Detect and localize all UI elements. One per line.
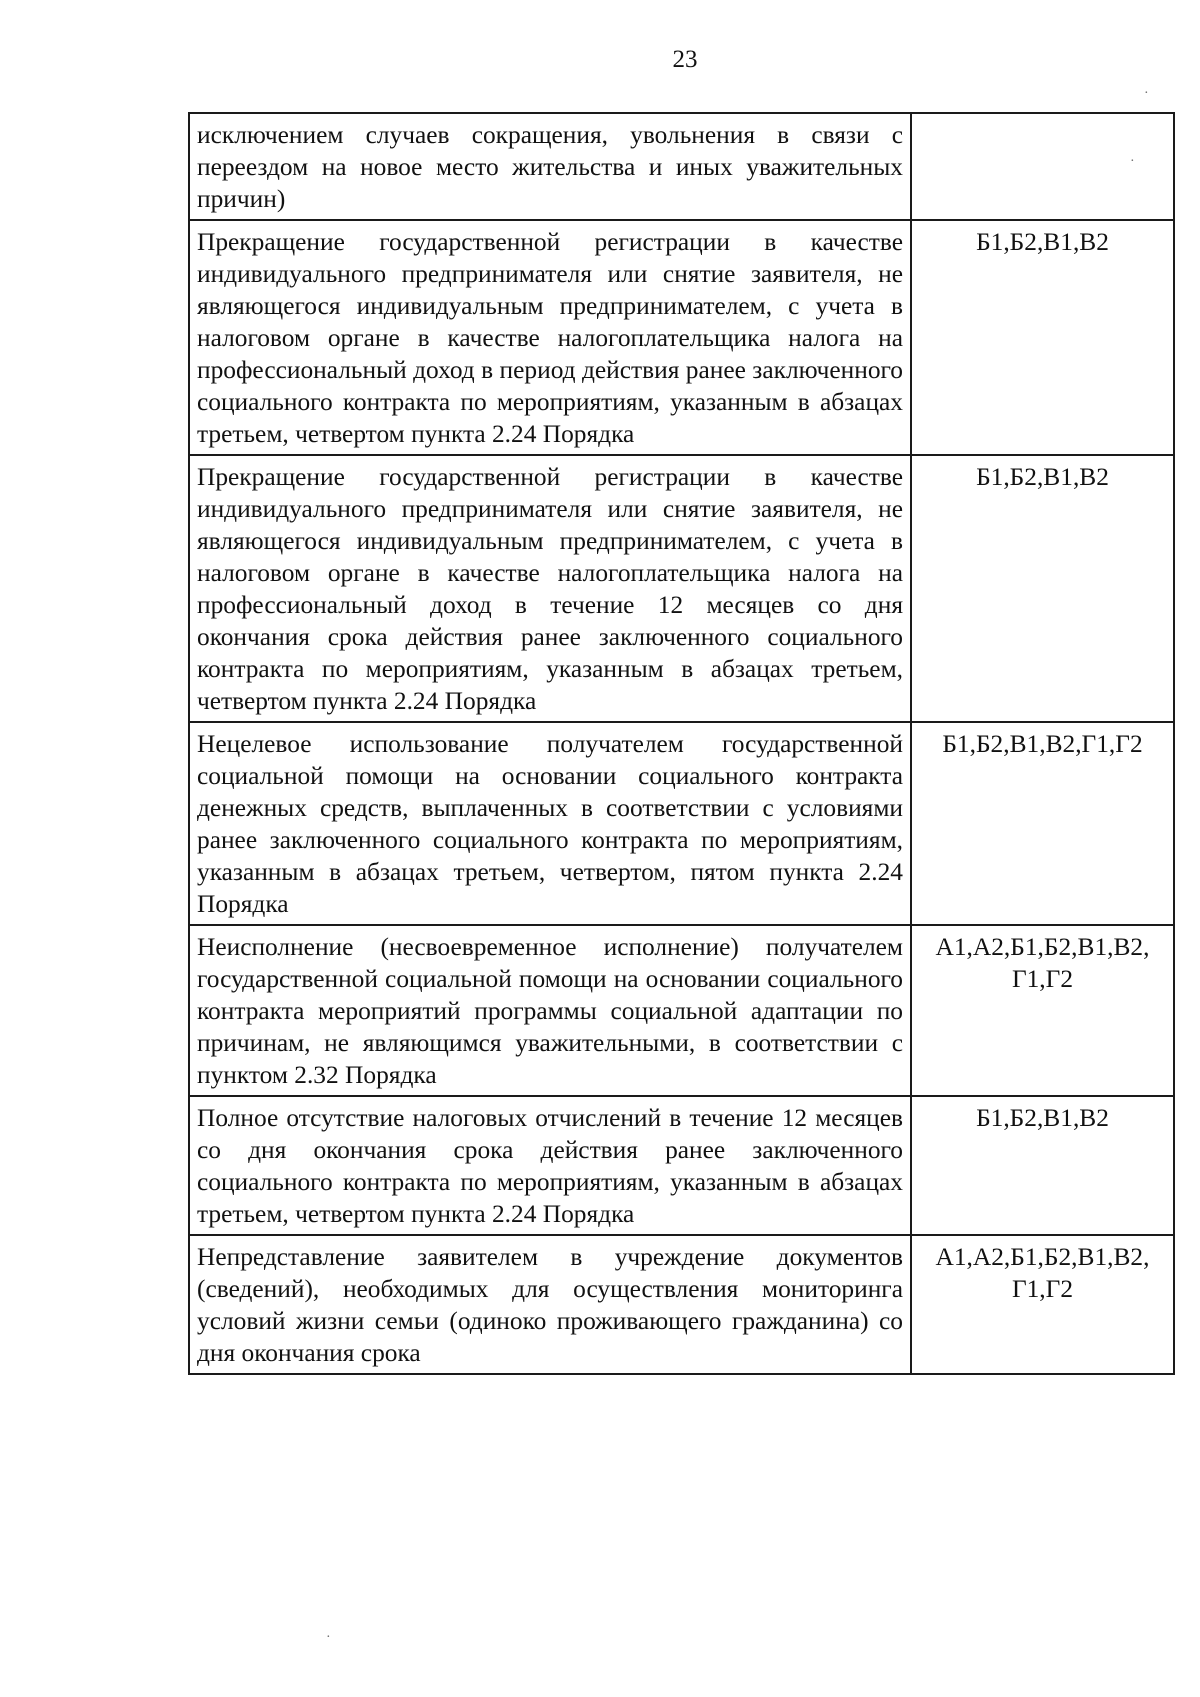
table-row	[189, 1096, 1174, 1235]
scan-speck: ·	[1144, 86, 1149, 101]
scan-speck: ·	[1130, 154, 1135, 169]
codes-cell: Б1,Б2,В1,В2	[911, 220, 1174, 455]
table-row	[189, 925, 1174, 1096]
criteria-table	[188, 112, 1175, 1375]
codes-cell: Б1,Б2,В1,В2	[911, 1096, 1174, 1235]
codes-cell: А1,А2,Б1,Б2,В1,В2, Г1,Г2	[911, 925, 1174, 1096]
reason-cell: исключением случаев сокращения, увольнения в связи с переездом на новое место жительства и иных уважительных причин)	[189, 113, 911, 220]
reason-cell: Прекращение государственной регистрации в качестве индивидуального предпринимателя или снятие заявителя, не являющегося индивидуальным предпринимателем, с учета в налоговом органе в качестве налогоплательщика налога на профессиональный доход в период действия ранее заключенного социального контракта по мероприятиям, указанным в абзацах третьем, четвертом пункта 2.24 Порядка	[189, 220, 911, 455]
reason-cell: Прекращение государственной регистрации в качестве индивидуального предпринимателя или снятие заявителя, не являющегося индивидуальным предпринимателем, с учета в налоговом органе в качестве налогоплательщика налога на профессиональный доход в течение 12 месяцев со дня окончания срока действия ранее заключенного социального контракта по мероприятиям, указанным в абзацах третьем, четвертом пункта 2.24 Порядка	[189, 455, 911, 722]
reason-cell: Полное отсутствие налоговых отчислений в течение 12 месяцев со дня окончания срока действия ранее заключенного социального контракта по мероприятиям, указанным в абзацах третьем, четвертом пункта 2.24 Порядка	[189, 1096, 911, 1235]
reason-cell: Неисполнение (несвоевременное исполнение) получателем государственной социальной помощи на основании социального контракта мероприятий программы социальной адаптации по причинам, не являющимся уважительными, в соответствии с пунктом 2.32 Порядка	[189, 925, 911, 1096]
table-row	[189, 113, 1174, 220]
page-number: 23	[672, 46, 698, 73]
codes-cell: А1,А2,Б1,Б2,В1,В2, Г1,Г2	[911, 1235, 1174, 1374]
table-row	[189, 722, 1174, 925]
reason-cell: Непредставление заявителем в учреждение документов (сведений), необходимых для осуществления мониторинга условий жизни семьи (одиноко проживающего гражданина) со дня окончания срока	[189, 1235, 911, 1374]
table-row	[189, 220, 1174, 455]
scan-speck: ·	[326, 1630, 331, 1645]
codes-cell: Б1,Б2,В1,В2,Г1,Г2	[911, 722, 1174, 925]
reason-cell: Нецелевое использование получателем государственной социальной помощи на основании социального контракта денежных средств, выплаченных в соответствии с условиями ранее заключенного социального контракта по мероприятиям, указанным в абзацах третьем, четвертом, пятом пункта 2.24 Порядка	[189, 722, 911, 925]
table-row	[189, 1235, 1174, 1374]
codes-cell: Б1,Б2,В1,В2	[911, 455, 1174, 722]
table-row	[189, 455, 1174, 722]
